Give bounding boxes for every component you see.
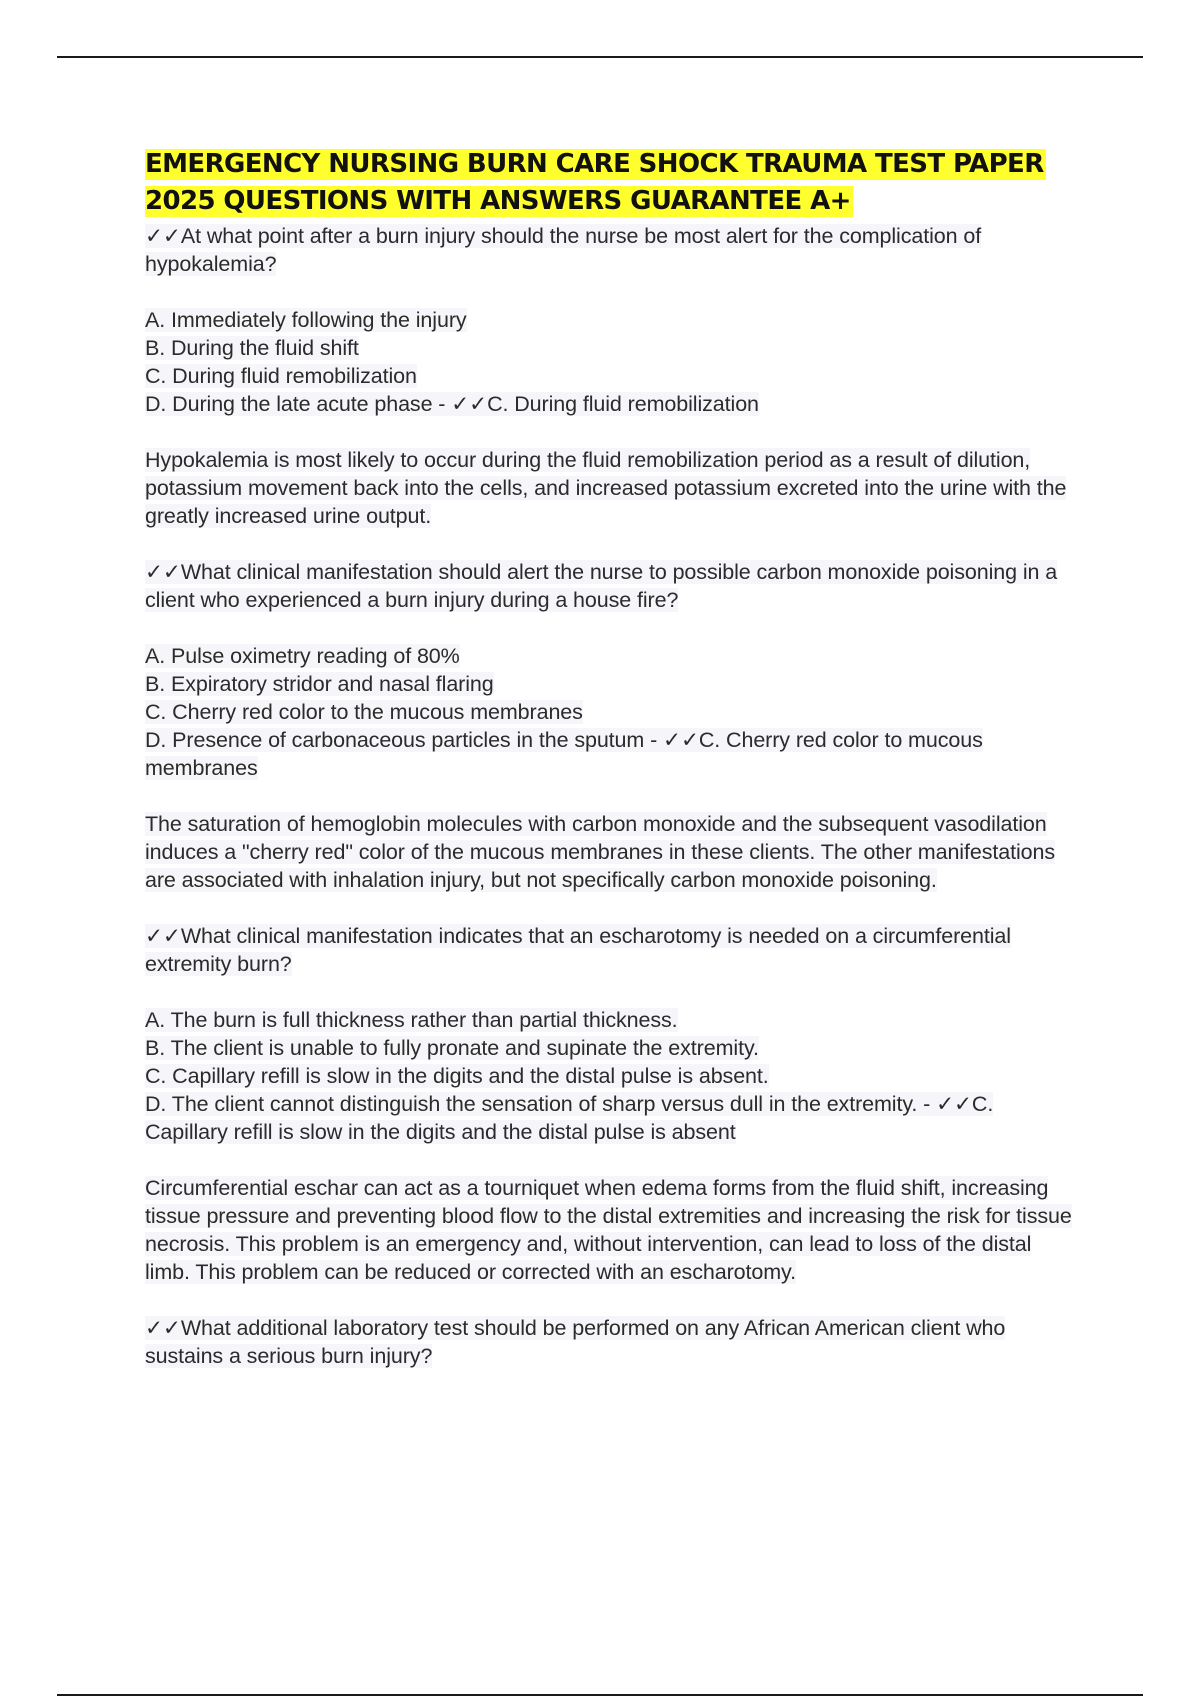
rationale-text: Hypokalemia is most likely to occur during the fluid remobilization period as a result of dilution, potassium movement back into the cells, and increased potassium excreted into the urine with the greatly increased urine output. — [145, 448, 1067, 528]
top-rule — [57, 56, 1143, 58]
option-c: C. During fluid remobilization — [145, 364, 417, 388]
rationale-text: The saturation of hemoglobin molecules with carbon monoxide and the subsequent vasodilation induces a "cherry red" color of the mucous membranes in these clients. The other manifestations are associated with inhalation injury, but not specifically carbon monoxide poisoning. — [145, 812, 1056, 892]
rationale-text: Circumferential eschar can act as a tourniquet when edema forms from the fluid shift, increasing tissue pressure and preventing blood flow to the distal extremities and increasing the risk for tissue necrosis. This problem is an emergency and, without intervention, can lead to loss of the distal limb. This problem can be reduced or corrected with an escharotomy. — [145, 1176, 1072, 1284]
question-block-3 — [145, 922, 1075, 1286]
question-block-4 — [145, 1314, 1075, 1370]
question-text: ✓✓What clinical manifestation should alert the nurse to possible carbon monoxide poisoning in a client who experienced a burn injury during a house fire? — [145, 560, 1058, 612]
option-b: B. The client is unable to fully pronate and supinate the extremity. — [145, 1036, 759, 1060]
option-c: C. Cherry red color to the mucous membranes — [145, 700, 583, 724]
option-b: B. Expiratory stridor and nasal flaring — [145, 672, 494, 696]
option-d-with-answer: D. During the late acute phase - ✓✓C. During fluid remobilization — [145, 392, 759, 416]
option-d-with-answer: D. Presence of carbonaceous particles in the sputum - ✓✓C. Cherry red color to mucous membranes — [145, 728, 983, 780]
question-block-1 — [145, 222, 1075, 530]
options-list — [145, 642, 1075, 782]
option-d-with-answer: D. The client cannot distinguish the sensation of sharp versus dull in the extremity. - ✓✓C. Capillary refill is slow in the digits and the distal pulse is absent — [145, 1092, 994, 1144]
options-list — [145, 1006, 1075, 1146]
document-body — [145, 146, 1075, 1370]
document-title: EMERGENCY NURSING BURN CARE SHOCK TRAUMA TEST PAPER 2025 QUESTIONS WITH ANSWERS GUARANTEE A+ — [145, 149, 1044, 216]
option-a: A. Immediately following the injury — [145, 308, 467, 332]
question-text: ✓✓What clinical manifestation indicates that an escharotomy is needed on a circumferential extremity burn? — [145, 924, 1011, 976]
bottom-rule — [57, 1694, 1143, 1696]
option-c: C. Capillary refill is slow in the digits and the distal pulse is absent. — [145, 1064, 769, 1088]
option-a: A. Pulse oximetry reading of 80% — [145, 644, 460, 668]
question-block-2 — [145, 558, 1075, 894]
question-text: ✓✓At what point after a burn injury should the nurse be most alert for the complication of hypokalemia? — [145, 224, 982, 276]
question-text: ✓✓What additional laboratory test should be performed on any African American client who sustains a serious burn injury? — [145, 1316, 1006, 1368]
option-a: A. The burn is full thickness rather than partial thickness. — [145, 1008, 678, 1032]
option-b: B. During the fluid shift — [145, 336, 359, 360]
options-list — [145, 306, 1075, 418]
